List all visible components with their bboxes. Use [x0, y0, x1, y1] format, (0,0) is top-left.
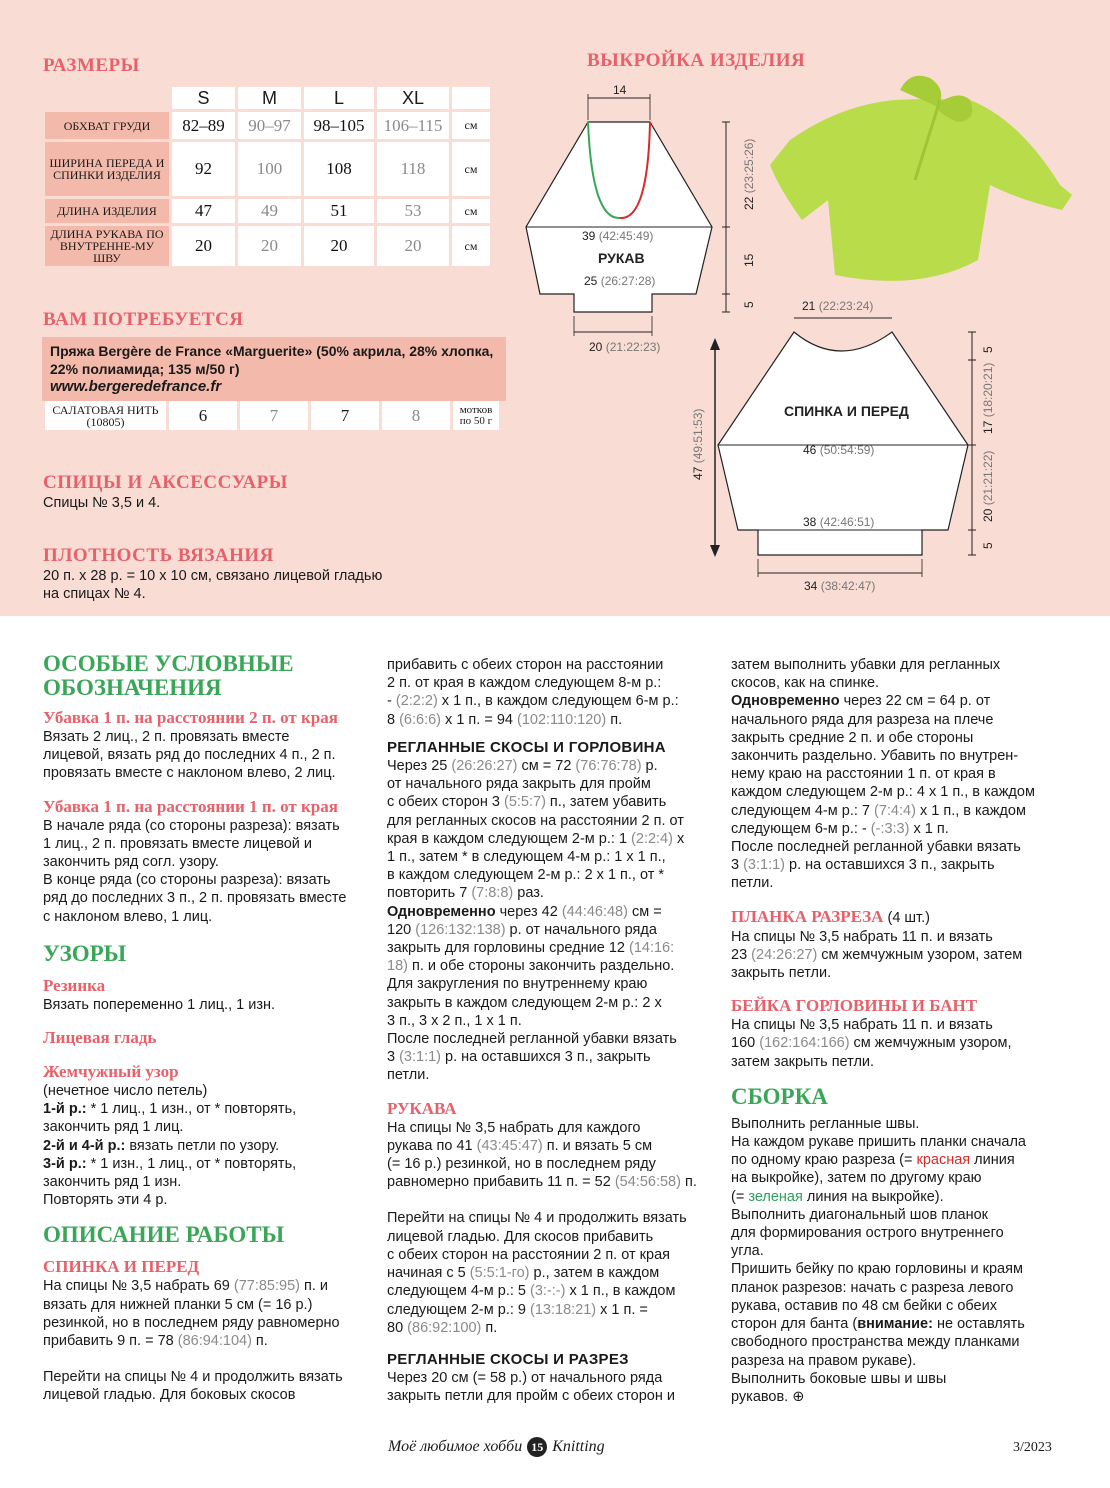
schematic-diagram: [500, 70, 1100, 610]
issue-number: 3/2023: [1013, 1440, 1052, 1455]
assembly-title: СБОРКА: [731, 1083, 828, 1109]
sizes-title: РАЗМЕРЫ: [43, 55, 140, 76]
unit: см: [452, 142, 490, 196]
gauge-text: 20 п. х 28 р. = 10 х 10 см, связано лицевой гладью на спицах № 4.: [43, 568, 383, 602]
column-1: ОСОБЫЕ УСЛОВНЫЕ ОБОЗНАЧЕНИЯ Убавка 1 п. на расстоянии 2 п. от края Вязать 2 лиц., 2 п. провязать вместе лицевой, вязать ряд до последних 4 п., 2 п. провязать вместе с наклоном влево, 2 лиц. Убавка 1 п. на расстоянии 1 п. от края В начале ряда (со стороны разреза): вязать 1 лиц., 2 п. провязать вместе лицевой и закончить ряд согл. узору. В конце ряда (со стороны разреза): вязать ряд до последних 3 п., 2 п. провязать вместе с наклоном влево, 1 лиц. УЗОРЫ Резинка Вязать попеременно 1 лиц., 1 изн. Лицевая гладь Жемчужный узор (нечетное число петель) 1-й р.: * 1 лиц., 1 изн., от * повторять, закончить ряд 1 лиц. 2-й и 4-й р.: вязать петли по узору. 3-й р.: * 1 изн., 1 лиц., от * повторять, закончить ряд 1 изн. Повторять эти 4 р. ОПИСАНИЕ РАБОТЫ СПИНКА И ПЕРЕД На спицы № 3,5 набрать 69 (77:85:95) п. и вязать для нижней планки 5 см (= 16 р.) резинкой, но в последнем ряду равномерно прибавить 9 п. = 78 (86:94:104) п. Перейти на спицы № 4 и продолжить вязать лицевой гладью. Для боковых скосов: [43, 652, 378, 1405]
color-label: САЛАТОВАЯ НИТЬ (10805): [45, 401, 166, 430]
size-m: M: [238, 87, 301, 109]
amount-s: 6: [169, 401, 237, 430]
cell: 100: [238, 142, 301, 196]
brand-name: Knitting: [552, 1438, 605, 1455]
body-r4-label: 5: [981, 542, 995, 549]
back-title: СПИНКА И ПЕРЕД: [43, 1257, 200, 1277]
row-label: ДЛИНА ИЗДЕЛИЯ: [45, 199, 169, 223]
unit: см: [452, 226, 490, 266]
rib-title: Резинка: [43, 975, 106, 995]
end-mark-icon: ⊕: [792, 1388, 805, 1405]
sweater-photo: [770, 76, 1072, 281]
need-title: ВАМ ПОТРЕБУЕТСЯ: [43, 309, 244, 330]
sleeve-h1-label: 22 (23:25:26): [742, 138, 756, 210]
sleeve-inner-label: 25 (26:27:28): [584, 274, 656, 288]
raglan-neck-title: РЕГЛАННЫЕ СКОСЫ И ГОРЛОВИНА: [387, 738, 666, 756]
pattern-title: ВЫКРОЙКА ИЗДЕЛИЯ: [587, 50, 806, 71]
body-r2-label: 17 (18:20:21): [981, 362, 995, 434]
unit: см: [452, 112, 490, 139]
row-label: ДЛИНА РУКАВА ПО ВНУТРЕННЕ-МУ ШВУ: [45, 226, 169, 266]
stockinette-title: Лицевая гладь: [43, 1028, 157, 1048]
cell: 98–105: [304, 112, 374, 139]
cell: 90–97: [238, 112, 301, 139]
cell: 106–115: [377, 112, 449, 139]
size-xl: XL: [377, 87, 449, 109]
yarn-line-1: Пряжа Bergère de France «Marguerite» (50% акрила, 28% хлопка,: [50, 343, 494, 359]
patterns-title: УЗОРЫ: [43, 940, 127, 966]
needles-text: Спицы № 3,5 и 4.: [43, 495, 161, 511]
page-number: 15: [527, 1437, 547, 1457]
cell: 51: [304, 199, 374, 223]
footer: [388, 1437, 605, 1457]
work-title: ОПИСАНИЕ РАБОТЫ: [43, 1222, 285, 1248]
dec2-title: Убавка 1 п. на расстоянии 2 п. от края: [43, 708, 338, 727]
needles-title: СПИЦЫ И АКСЕССУАРЫ: [43, 472, 288, 493]
dec1-title: Убавка 1 п. на расстоянии 1 п. от края: [43, 796, 338, 816]
cell: 20: [377, 226, 449, 266]
body-title: СПИНКА И ПЕРЕД: [784, 403, 909, 419]
body-r1-label: 5: [981, 346, 995, 353]
sleeve-width-label: 39 (42:45:49): [582, 229, 654, 243]
sizes-table: [42, 84, 493, 269]
placket-title: ПЛАНКА РАЗРЕЗА (4 шт.): [731, 906, 930, 926]
yarn-url: www.bergeredefrance.fr: [50, 378, 222, 395]
cell: 20: [172, 226, 235, 266]
special-title: ОСОБЫЕ УСЛОВНЫЕ ОБОЗНАЧЕНИЯ: [43, 651, 294, 700]
cell: 49: [238, 199, 301, 223]
body-hem-label: 34 (38:42:47): [804, 579, 876, 593]
unit: см: [452, 199, 490, 223]
magazine-name: Моё любимое хобби: [388, 1438, 523, 1455]
cell: 20: [238, 226, 301, 266]
gauge-title: ПЛОТНОСТЬ ВЯЗАНИЯ: [43, 545, 274, 566]
cell: 53: [377, 199, 449, 223]
seed-title: Жемчужный узор: [43, 1062, 179, 1082]
amount-xl: 8: [382, 401, 450, 430]
body-neck-label: 21 (22:23:24): [802, 299, 874, 313]
sleeve-cuff-label: 20 (21:22:23): [589, 340, 661, 354]
row-label: ШИРИНА ПЕРЕДА И СПИНКИ ИЗДЕЛИЯ: [45, 142, 169, 196]
sleeves-title: РУКАВА: [387, 1098, 457, 1118]
cell: 118: [377, 142, 449, 196]
size-l: L: [304, 87, 374, 109]
band-title: БЕЙКА ГОРЛОВИНЫ И БАНТ: [731, 996, 978, 1016]
yarn-box: [42, 337, 506, 401]
cell: 20: [304, 226, 374, 266]
sleeve-top-label: 14: [613, 83, 627, 97]
body-r3-label: 20 (21:21:22): [981, 450, 995, 522]
column-3: затем выполнить убавки для регланных скосов, как на спинке. Одновременно через 22 см = 64 р. от начального ряда для разреза на плече закрыть средние 2 п. и обе стороны закончить раздельно. Убавить по внутрен- нему краю на расстоянии 1 п. от края в каждом следующем 2-м р.: 4 х 1 п., в каждом следующем 4-м р.: 7 (7:4:4) х 1 п., в каждом следующем 6-м р.: - (-:3:3) х 1 п. После последней регланной убавки вязать 3 (3:1:1) р. на оставшихся 3 п., закрыть петли. ПЛАНКА РАЗРЕЗА (4 шт.) На спицы № 3,5 набрать 11 п. и вязать 23 (24:26:27) см жемчужным узором, затем закрыть петли. БЕЙКА ГОРЛОВИНЫ И БАНТ На спицы № 3,5 набрать 11 п. и вязать 160 (162:164:166) см жемчужным узором, затем закрыть петли. СБОРКА Выполнить регланные швы. На каждом рукаве пришить планки сначала по одному краю разреза (= красная линия на выкройке), затем по другому краю (= зеленая линия на выкройке). Выполнить диагональный шов планок для формирования острого внутреннего угла. Пришить бейку по краю горловины и краям планок разрезов: начать с разреза левого рукава, оставив по 48 см бейки с обеих сторон для банта (внимание: не оставлять свободного пространства между планками разреза на правом рукаве). Выполнить боковые швы и швы рукавов. ⊕: [731, 656, 1071, 1406]
amount-unit: мотков по 50 г: [453, 401, 499, 430]
yarn-amount-table: [42, 401, 502, 430]
amount-l: 7: [311, 401, 379, 430]
cell: 92: [172, 142, 235, 196]
body-width-label: 46 (50:54:59): [803, 443, 875, 457]
cell: 82–89: [172, 112, 235, 139]
sleeve-title: РУКАВ: [598, 250, 645, 266]
amount-m: 7: [240, 401, 308, 430]
body-lower-label: 38 (42:46:51): [803, 515, 875, 529]
cell: 108: [304, 142, 374, 196]
raglan-slit-title: РЕГЛАННЫЕ СКОСЫ И РАЗРЕЗ: [387, 1350, 629, 1368]
row-label: ОБХВАТ ГРУДИ: [45, 112, 169, 139]
size-s: S: [172, 87, 235, 109]
yarn-line-2: 22% полиамида; 135 м/50 г): [50, 361, 240, 377]
column-2: прибавить с обеих сторон на расстоянии 2 п. от края в каждом следующем 8-м р.: - (2:2:2) х 1 п., в каждом следующем 6-м р.: 8 (6:6:6) х 1 п. = 94 (102:110:120) п. РЕГЛАННЫЕ СКОСЫ И ГОРЛОВИНА Через 25 (26:26:27) см = 72 (76:76:78) р. от начального ряда закрыть для пройм с обеих сторон 3 (5:5:7) п., затем убавить для регланных скосов на расстоянии 2 п. от края в каждом следующем 2-м р.: 1 (2:2:4) х 1 п., затем * в следующем 4-м р.: 1 х 1 п., в каждом следующем 2-м р.: 2 х 1 п., от * повторить 7 (7:8:8) раз. Одновременно через 42 (44:46:48) см = 120 (126:132:138) р. от начального ряда закрыть для горловины средние 12 (14:16: 18) п. и обе стороны закончить раздельно. Для закругления по внутреннему краю закрыть в каждом следующем 2-м р.: 2 х 3 п., 3 х 2 п., 1 х 1 п. После последней регланной убавки вязать 3 (3:1:1) р. на оставшихся 3 п., закрыть петли. РУКАВА На спицы № 3,5 набрать для каждого рукава по 41 (43:45:47) п. и вязать 5 см (= 16 р.) резинкой, но в последнем ряду равномерно прибавить 11 п. = 52 (54:56:58) п. Перейти на спицы № 4 и продолжить вязать лицевой гладью. Для скосов прибавить с обеих сторон на расстоянии 2 п. от края начиная с 5 (5:5:1-го) р., затем в каждом следующем 4-м р.: 5 (3:-:-) х 1 п., в каждом следующем 2-м р.: 9 (13:18:21) х 1 п. = 80 (86:92:100) п. РЕГЛАННЫЕ СКОСЫ И РАЗРЕЗ Через 20 см (= 58 р.) от начального ряда закрыть петли для пройм с обеих сторон и: [387, 656, 722, 1406]
cell: 47: [172, 199, 235, 223]
sleeve-h3-label: 5: [742, 301, 756, 308]
body-length-label: 47 (49:51:53): [691, 408, 705, 480]
sleeve-h2-label: 15: [742, 253, 756, 267]
